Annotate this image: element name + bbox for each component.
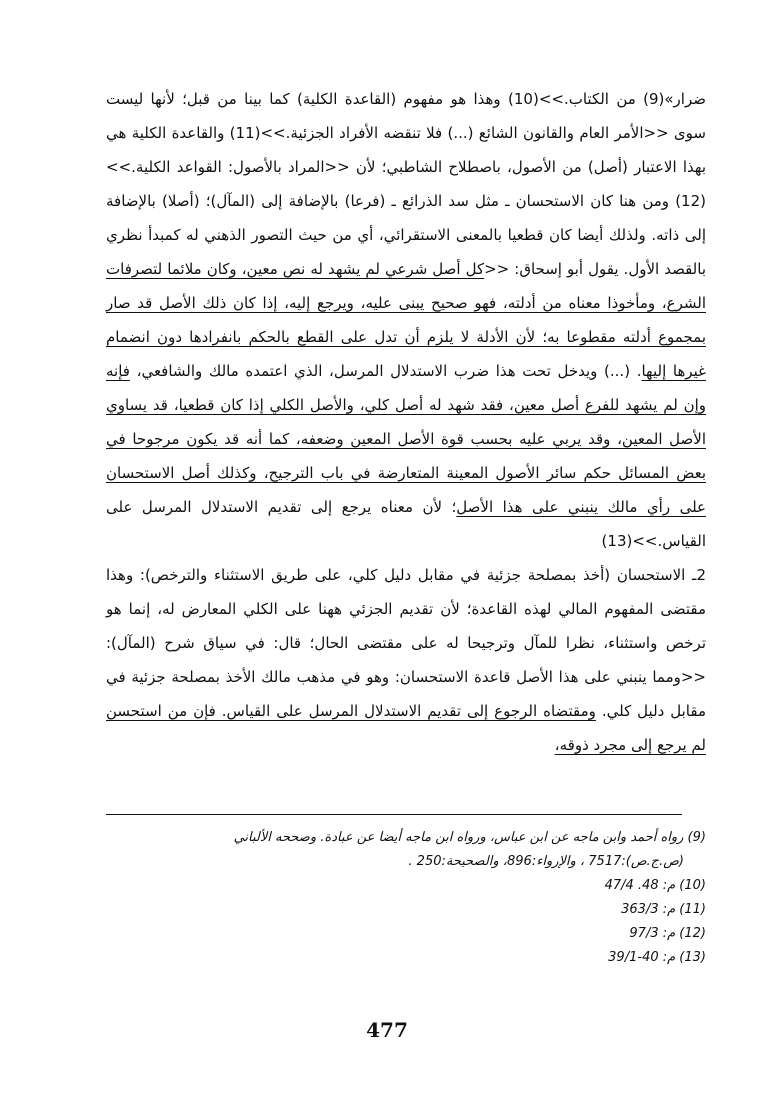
footnote-11: (11) م: 363/3 xyxy=(621,902,706,917)
text-segment: ؛ لأن معناه يرجع إلى تقديم الاستدلال المرسل على القياس.>>(13) xyxy=(106,498,706,550)
underlined-quote: ومقتضاه الرجوع إلى تقديم الاستدلال المرسل على القياس. فإن من استحسن لم يرجع إلى مجرد ذوقه، xyxy=(106,702,706,754)
text-segment: ضرار»(9) من الكتاب.>>(10) وهذا هو مفهوم (القاعدة الكلية) كما بينا من قبل؛ لأنها ليست سوى <<الأمر العام والقانون الشائع (...) فلا تنقضه الأفراد الجزئية.>>(11) والقاعدة الكلية هي بهذا الاعتبار (أصل) من الأصول، باصطلاح الشاطبي؛ لأن <<المراد بالأصول: القواعد الكلية.>>(12) ومن هنا كان الاستحسان ـ مثل سد الذرائع ـ (فرعا) بالإضافة إلى (المآل)؛ (أصلا) بالإضافة إلى ذاته. ولذلك أيضا كان قطعيا بالمعنى الاستقرائي، أي من حيث التصور الذهني له كمبدأ نظري بالقصد الأول. يقول أبو إسحاق: << xyxy=(106,90,706,278)
footnote-9-continuation: (ص.ج.ص):7517 ، والإرواء:896، والصحيحة:250 . xyxy=(408,854,684,869)
footnotes xyxy=(106,826,706,970)
footnote-divider xyxy=(106,814,682,815)
underlined-quote: كل أصل شرعي لم يشهد له نص معين، وكان ملائما لتصرفات الشرع، ومأخوذا معناه من أدلته، فهو صحيح يبنى عليه، ويرجع إليه، إذا كان ذلك الأصل قد صار بمجموع أدلته مقطوعا به؛ لأن الأدلة لا يلزم أن تدل على القطع بالحكم بانفرادها دون انضمام غيرها إليها xyxy=(106,260,706,380)
footnote-9: (9) رواه أحمد وابن ماجه عن ابن عباس، ورواه ابن ماجه أيضا عن عبادة. وصححه الألباني xyxy=(233,830,706,845)
body-text xyxy=(106,82,706,762)
paragraph xyxy=(106,558,706,762)
underlined-quote: فإنه وإن لم يشهد للفرع أصل معين، فقد شهد له أصل كلي، والأصل الكلي إذا كان قطعيا، قد يساوي الأصل المعين، وقد يربي عليه بحسب قوة الأصل المعين وضعفه، كما أنه قد يكون مرجوحا في بعض المسائل حكم سائر الأصول المعينة المتعارضة في باب الترجيح، وكذلك أصل الاستحسان على رأي مالك ينبني على هذا الأصل xyxy=(106,362,706,516)
text-segment: 2ـ الاستحسان (أخذ بمصلحة جزئية في مقابل دليل كلي، على طريق الاستثناء والترخص): وهذا مقتضى المفهوم المالي لهذه القاعدة؛ لأن تقديم الجزئي ههنا على الكلي المعارض له، إنما هو ترخص واستثناء، نظرا للمآل وترجيحا له على مقتضى الحال؛ قال: في سياق شرح (المآل): <<ومما ينبني على هذا الأصل قاعدة الاستحسان: وهو في مذهب مالك الأخذ بمصلحة جزئية في مقابل دليل كلي. xyxy=(106,566,706,720)
footnote-10: (10) م: 48. 47/4 xyxy=(604,878,706,893)
footnote-13: (13) م: 40-39/1 xyxy=(608,950,706,965)
text-segment: . (...) ويدخل تحت هذا ضرب الاستدلال المرسل، الذي اعتمده مالك والشافعي، xyxy=(129,362,642,380)
page-number: 477 xyxy=(366,1018,408,1042)
paragraph xyxy=(106,82,706,558)
footnote-12: (12) م: 97/3 xyxy=(629,926,706,941)
